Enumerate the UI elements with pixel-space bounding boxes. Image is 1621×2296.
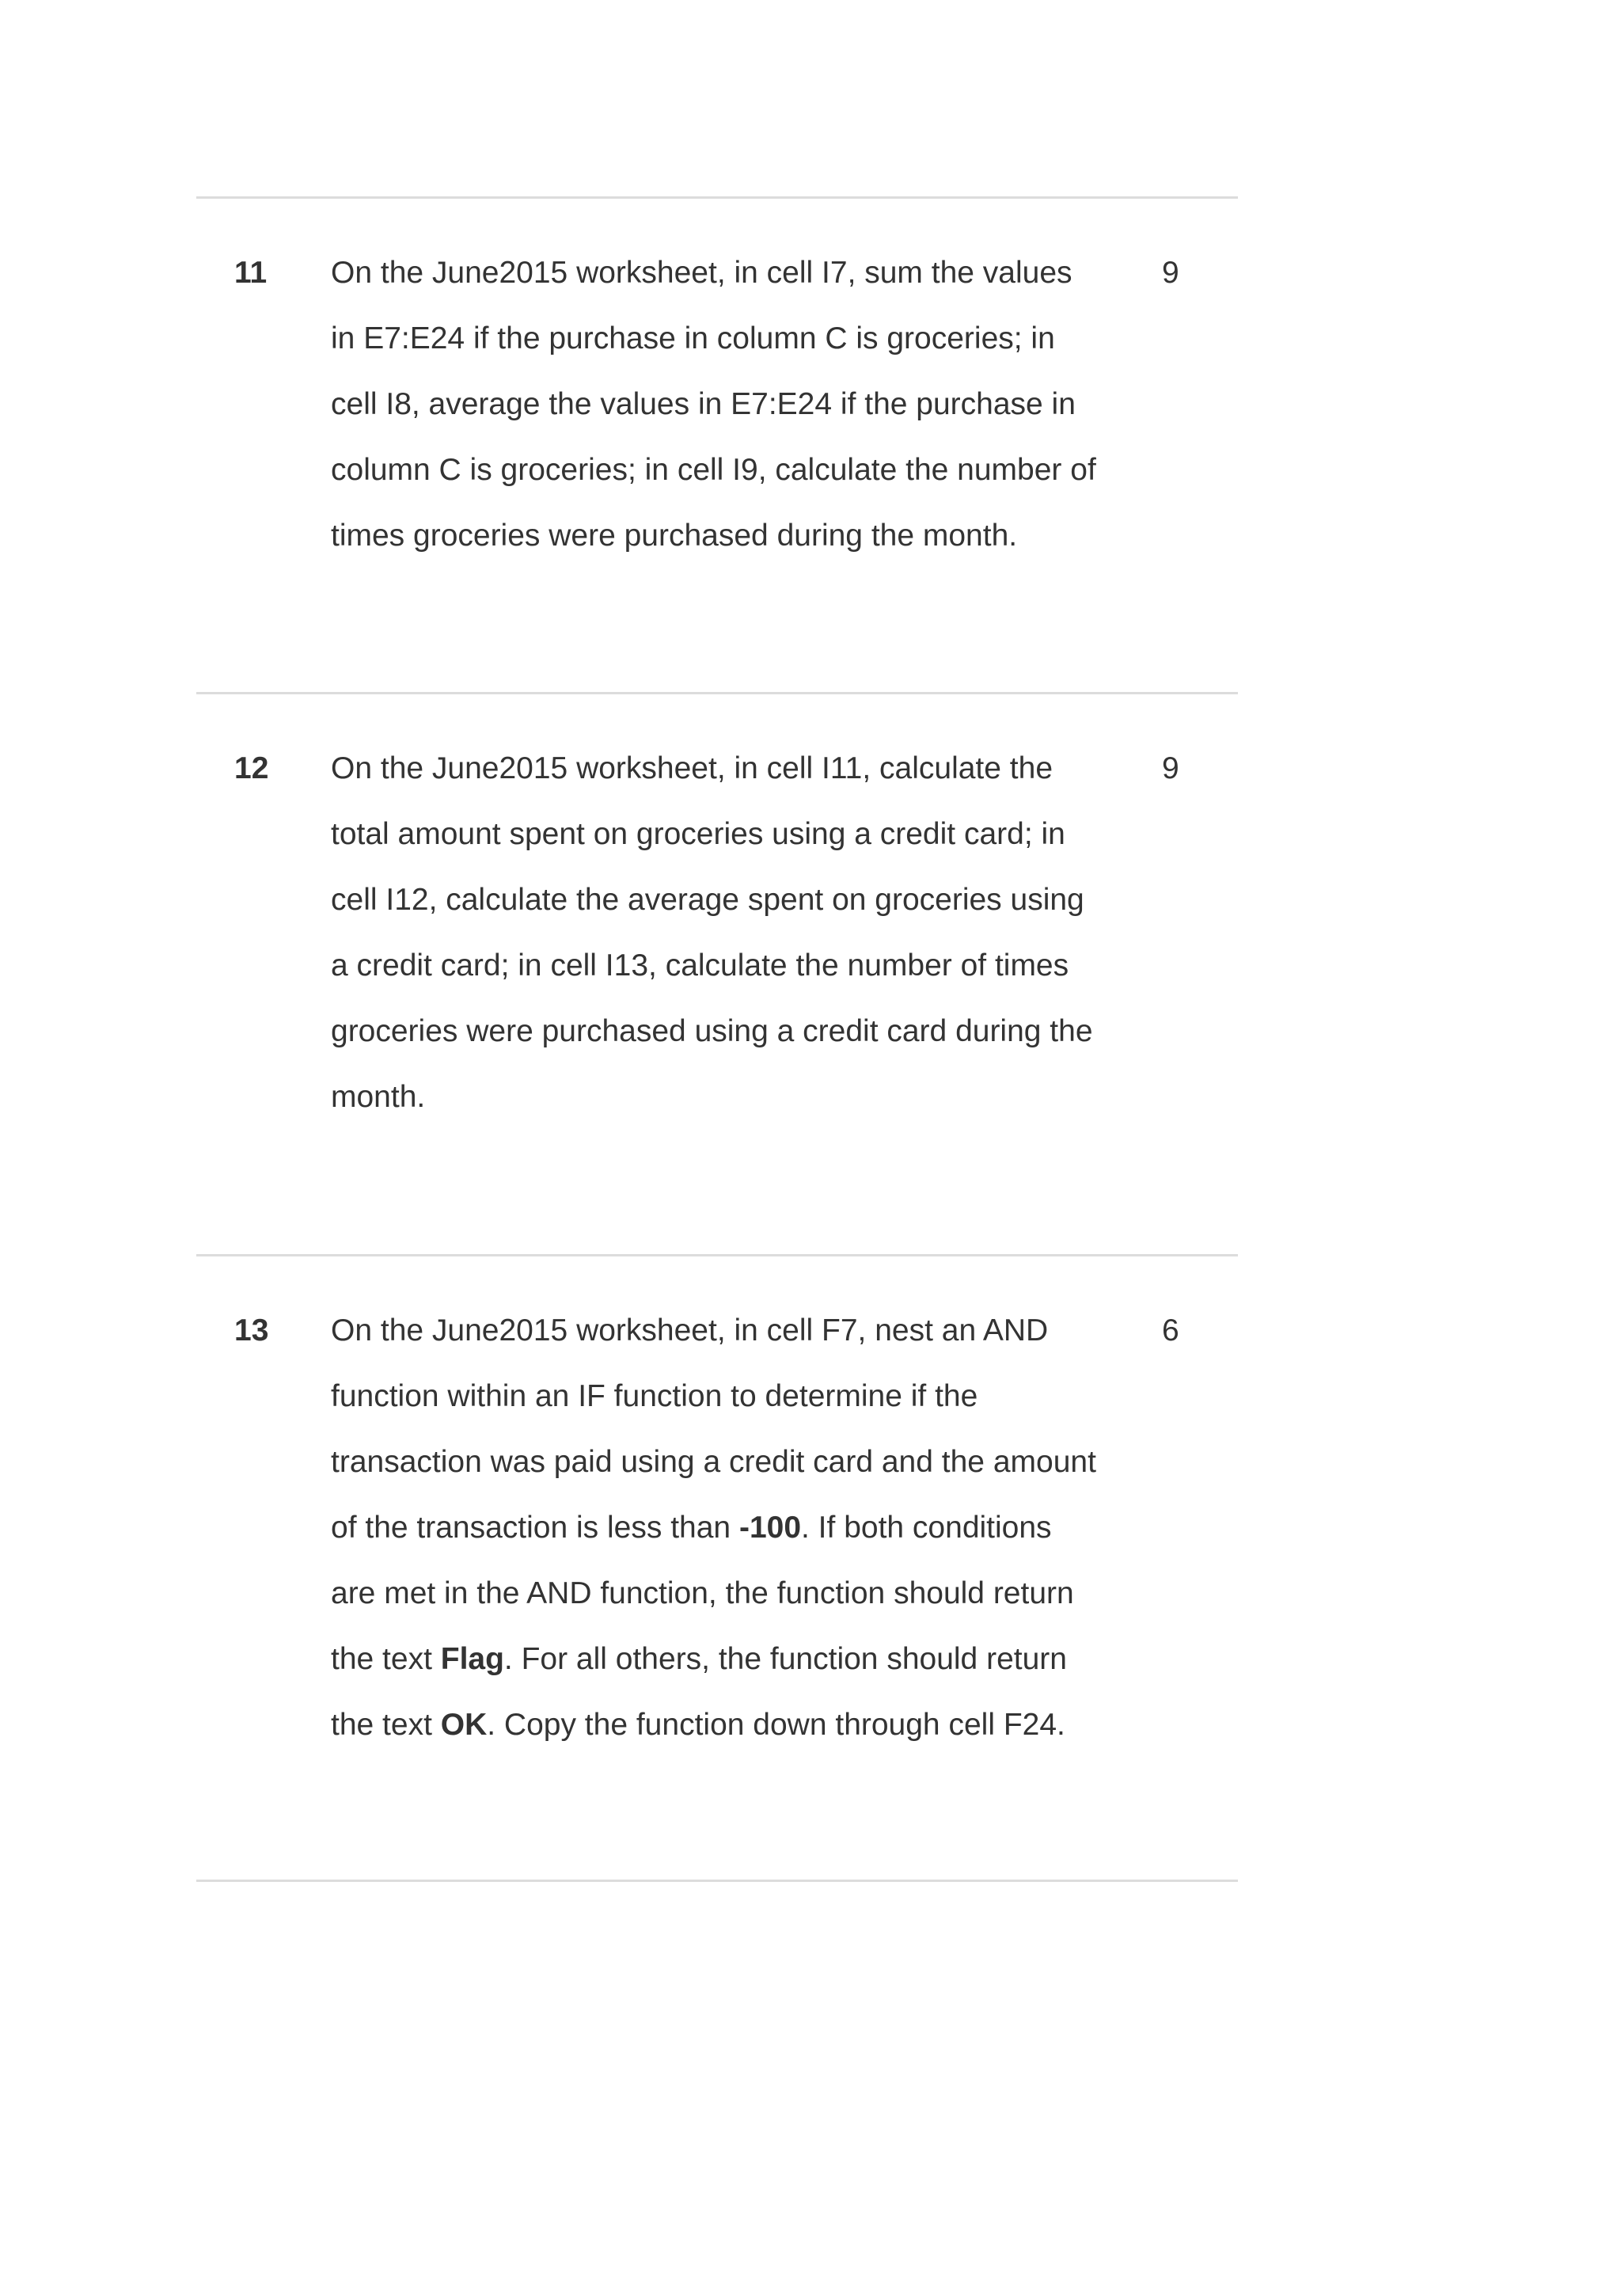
step-row-11 bbox=[196, 199, 1238, 694]
description-line bbox=[331, 437, 1096, 503]
step-description bbox=[331, 1298, 1096, 1758]
step-points: 9 bbox=[1162, 751, 1179, 785]
description-line bbox=[331, 736, 1091, 801]
description-line bbox=[331, 306, 1091, 371]
description-line bbox=[331, 1363, 1091, 1429]
text-segment: the text bbox=[331, 1708, 441, 1742]
step-row-12 bbox=[196, 694, 1238, 1256]
text-segment: cell I12, calculate the average spent on groceries using bbox=[331, 883, 1084, 917]
text-segment: . For all others, the function should return bbox=[503, 1642, 1067, 1676]
bold-term: OK bbox=[440, 1708, 488, 1742]
text-segment: total amount spent on groceries using a credit card; in bbox=[331, 817, 1065, 851]
description-line bbox=[331, 371, 1091, 437]
text-segment: are met in the AND function, the function should return bbox=[331, 1576, 1074, 1610]
text-segment: On the June2015 worksheet, in cell I7, sum the values bbox=[331, 256, 1072, 290]
text-segment: . If both conditions bbox=[801, 1511, 1052, 1545]
step-number: 11 bbox=[234, 256, 268, 290]
description-line bbox=[331, 1429, 1096, 1495]
text-segment: in E7:E24 if the purchase in column C is groceries; in bbox=[331, 321, 1055, 355]
text-segment: transaction was paid using a credit card and the amount bbox=[331, 1445, 1096, 1479]
description-line bbox=[331, 1495, 1091, 1560]
step-number: 13 bbox=[234, 1313, 269, 1348]
bold-term: -100 bbox=[738, 1511, 802, 1545]
description-line bbox=[331, 503, 1091, 568]
steps-table bbox=[196, 196, 1238, 1882]
description-line bbox=[331, 867, 1091, 933]
description-line bbox=[331, 933, 1091, 998]
text-segment: column C is groceries; in cell I9, calculate the number of bbox=[331, 453, 1096, 487]
description-line bbox=[331, 1064, 1091, 1130]
step-points: 9 bbox=[1162, 256, 1179, 290]
text-segment: On the June2015 worksheet, in cell I11, calculate the bbox=[331, 751, 1053, 785]
description-line bbox=[331, 998, 1091, 1064]
bold-term: Flag bbox=[440, 1642, 504, 1676]
text-segment: On the June2015 worksheet, in cell F7, nest an AND bbox=[331, 1313, 1049, 1348]
step-number: 12 bbox=[234, 751, 269, 785]
text-segment: a credit card; in cell I13, calculate the number of times bbox=[331, 948, 1069, 983]
description-line bbox=[331, 1692, 1091, 1758]
step-points: 6 bbox=[1162, 1313, 1179, 1348]
text-segment: groceries were purchased using a credit card during the bbox=[331, 1014, 1093, 1048]
step-row-13 bbox=[196, 1256, 1238, 1882]
text-segment: . Copy the function down through cell F24. bbox=[487, 1708, 1065, 1742]
step-description bbox=[331, 736, 1091, 1130]
description-line bbox=[331, 240, 1091, 306]
text-segment: the text bbox=[331, 1642, 441, 1676]
description-line bbox=[331, 1626, 1091, 1692]
text-segment: times groceries were purchased during the month. bbox=[331, 519, 1018, 553]
description-line bbox=[331, 801, 1091, 867]
text-segment: month. bbox=[331, 1080, 426, 1114]
text-segment: cell I8, average the values in E7:E24 if the purchase in bbox=[331, 387, 1076, 421]
text-segment: function within an IF function to determine if the bbox=[331, 1379, 978, 1413]
step-description bbox=[331, 240, 1096, 568]
description-line bbox=[331, 1298, 1091, 1363]
text-segment: of the transaction is less than bbox=[331, 1511, 739, 1545]
description-line bbox=[331, 1560, 1091, 1626]
